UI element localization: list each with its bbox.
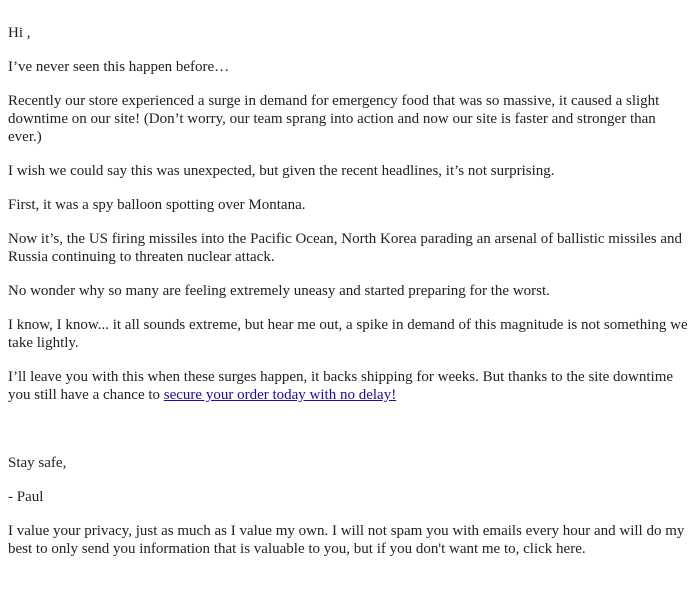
closing-text: I’ll leave you with this when these surges happen, it backs shipping for weeks. But thanks to the site downtime you still have a chance to	[8, 369, 674, 403]
signoff: Stay safe,	[8, 455, 67, 471]
paragraph-unexpected: I wish we could say this was unexpected, but given the recent headlines, it’s not surprising.	[8, 163, 555, 179]
signature: - Paul	[8, 489, 44, 505]
greeting: Hi ,	[8, 25, 31, 41]
paragraph-surge: Recently our store experienced a surge in demand for emergency food that was so massive, it caused a slight downtime on our site! (Don’t worry, our team sprang into action and now our site is faster and stronger than ever.)	[8, 93, 660, 145]
paragraph-uneasy: No wonder why so many are feeling extremely uneasy and started preparing for the worst.	[8, 283, 550, 299]
paragraph-closing	[8, 368, 692, 404]
paragraph-missiles: Now it’s, the US firing missiles into the Pacific Ocean, North Korea parading an arsenal of ballistic missiles and Russia continuing to threaten nuclear attack.	[8, 231, 683, 265]
paragraph-extreme: I know, I know... it all sounds extreme, but hear me out, a spike in demand of this magnitude is not something we take lightly.	[8, 317, 688, 351]
privacy-notice: I value your privacy, just as much as I value my own. I will not spam you with emails every hour and will do my best to only send you information that is valuable to you, but if you don't want me to, click here.	[8, 523, 685, 557]
paragraph-intro: I’ve never seen this happen before…	[8, 59, 230, 75]
order-link[interactable]: secure your order today with no delay!	[163, 387, 397, 403]
spacer	[8, 420, 692, 454]
paragraph-balloon: First, it was a spy balloon spotting over Montana.	[8, 197, 306, 213]
